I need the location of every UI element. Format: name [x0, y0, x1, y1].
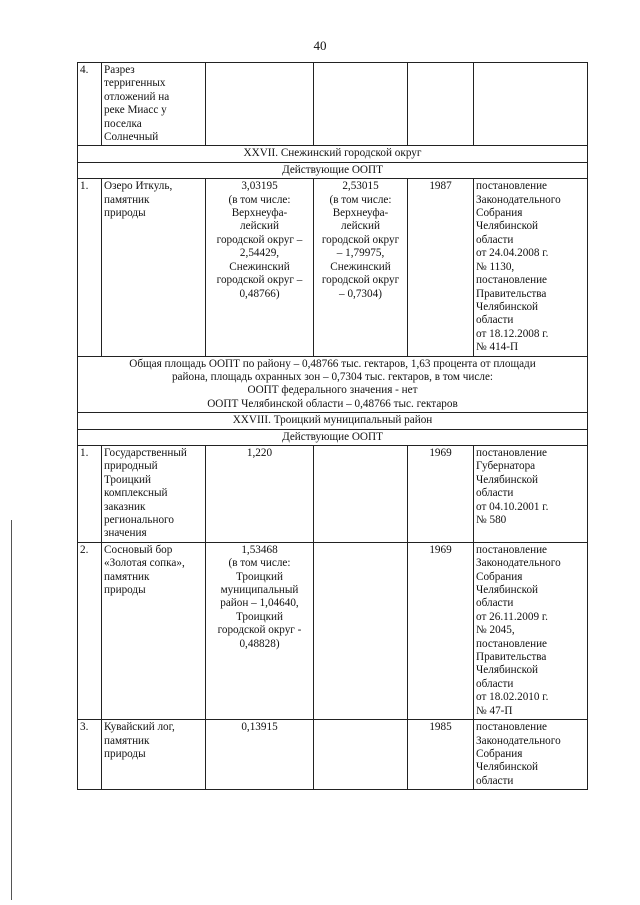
section-summary-row — [78, 356, 588, 413]
table-row — [78, 720, 588, 790]
year-established-cell: 1969 — [408, 445, 474, 542]
section-title: XXVIII. Троицкий муниципальный район — [78, 413, 588, 429]
section-subtitle-row — [78, 162, 588, 178]
buffer-zone-area-cell — [314, 542, 408, 719]
row-number-cell: 1. — [78, 445, 102, 542]
year-established-cell: 1985 — [408, 720, 474, 790]
legal-act-cell: постановление Законодательного Собрания Челябинской области от 26.11.2009 г. № 2045, постановление Правительства Челябинской области от 18.02.2010 г. № 47-П — [474, 542, 588, 719]
section-subtitle: Действующие ООПТ — [78, 429, 588, 445]
legal-act-cell: постановление Губернатора Челябинской области от 04.10.2001 г. № 580 — [474, 445, 588, 542]
section-summary: Общая площадь ООПТ по району – 0,48766 тыс. гектаров, 1,63 процента от площади района, площадь охранных зон – 0,7304 тыс. гектаров, в том числе: ООПТ федерального значения - нет ООПТ Челябинской области – 0,48766 тыс. гектаров — [78, 356, 588, 413]
row-number-cell: 1. — [78, 179, 102, 356]
year-established-cell: 1987 — [408, 179, 474, 356]
margin-line — [11, 520, 12, 900]
table-row — [78, 179, 588, 356]
buffer-zone-area-cell — [314, 63, 408, 146]
section-subtitle-row — [78, 429, 588, 445]
year-established-cell: 1969 — [408, 542, 474, 719]
year-established-cell — [408, 63, 474, 146]
legal-act-cell: постановление Законодательного Собрания Челябинской области — [474, 720, 588, 790]
buffer-zone-area-cell: 2,53015 (в том числе: Верхнеуфа- лейский городской округ – 1,79975, Снежинский городской округ – 0,7304) — [314, 179, 408, 356]
area-name-cell: Государственный природный Троицкий комплексный заказник регионального значения — [102, 445, 206, 542]
legal-act-cell — [474, 63, 588, 146]
section-title: XXVII. Снежинский городской округ — [78, 146, 588, 162]
buffer-zone-area-cell — [314, 720, 408, 790]
row-number-cell: 2. — [78, 542, 102, 719]
area-total-cell: 0,13915 — [206, 720, 314, 790]
area-total-cell: 1,53468 (в том числе: Троицкий муниципальный район – 1,04640, Троицкий городской округ - 0,48828) — [206, 542, 314, 719]
legal-act-cell: постановление Законодательного Собрания Челябинской области от 24.04.2008 г. № 1130, постановление Правительства Челябинской области от 18.12.2008 г. № 414-П — [474, 179, 588, 356]
area-name-cell: Озеро Иткуль, памятник природы — [102, 179, 206, 356]
section-title-row — [78, 413, 588, 429]
section-title-row — [78, 146, 588, 162]
area-name-cell: Сосновый бор «Золотая сопка», памятник природы — [102, 542, 206, 719]
protected-areas-table — [77, 62, 588, 790]
table-body — [78, 63, 588, 790]
page-number: 40 — [313, 38, 327, 53]
section-subtitle: Действующие ООПТ — [78, 162, 588, 178]
area-total-cell — [206, 63, 314, 146]
table-row — [78, 542, 588, 719]
table-row — [78, 63, 588, 146]
table-row — [78, 445, 588, 542]
area-name-cell: Разрез терригенных отложений на реке Миасс у поселка Солнечный — [102, 63, 206, 146]
area-total-cell: 1,220 — [206, 445, 314, 542]
area-total-cell: 3,03195 (в том числе: Верхнеуфа- лейский городской округ – 2,54429, Снежинский городской округ – 0,48766) — [206, 179, 314, 356]
buffer-zone-area-cell — [314, 445, 408, 542]
row-number-cell: 4. — [78, 63, 102, 146]
area-name-cell: Кувайский лог, памятник природы — [102, 720, 206, 790]
row-number-cell: 3. — [78, 720, 102, 790]
